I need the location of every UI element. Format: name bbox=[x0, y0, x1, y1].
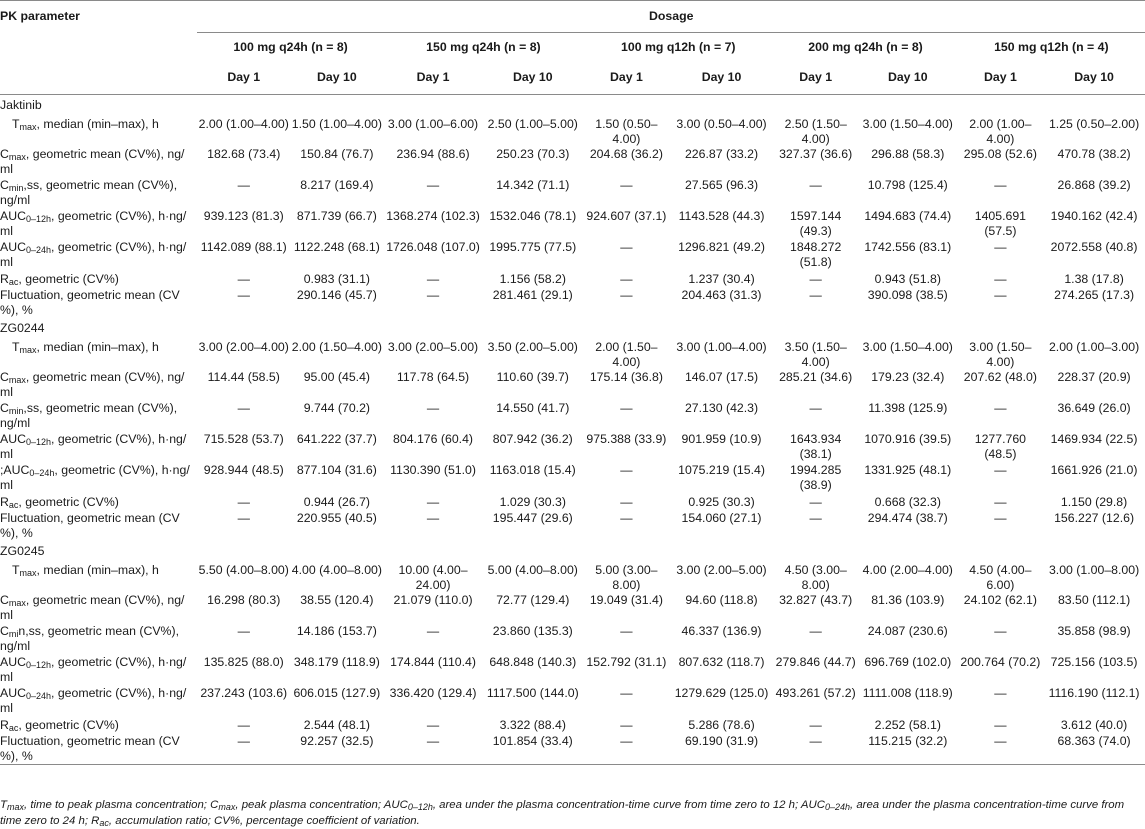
table-cell: 1848.272 (51.8) bbox=[790, 240, 842, 269]
table-cell: 10.00 (4.00–24.00) bbox=[398, 563, 468, 592]
parameter-label: $C_{mi}n,ss$, geometric mean (CV%), ng/ml bbox=[0, 624, 179, 653]
table-cell: — bbox=[994, 495, 1007, 509]
table-row bbox=[0, 431, 1145, 462]
table-cell: — bbox=[994, 463, 1007, 477]
day-header: Day 1 bbox=[197, 67, 290, 95]
table-cell: 1994.285 (38.9) bbox=[790, 463, 842, 492]
table-row bbox=[0, 208, 1145, 239]
pk-parameter-header: PK parameter bbox=[0, 1, 197, 33]
table-cell: 220.955 (40.5) bbox=[296, 511, 377, 525]
table-cell: 2.00 (1.50–4.00) bbox=[291, 340, 382, 354]
table-cell: — bbox=[620, 288, 633, 302]
table-cell: 11.398 (125.9) bbox=[868, 401, 948, 415]
table-row bbox=[0, 400, 1145, 431]
parameter-label: $AUC_{0-12h}$, geometric (CV%), h·ng/ ml bbox=[0, 432, 187, 461]
table-cell: — bbox=[809, 272, 822, 286]
table-cell: 236.94 (88.6) bbox=[396, 147, 470, 161]
table-cell: 3.612 (40.0) bbox=[1060, 718, 1128, 732]
table-cell: 135.825 (88.0) bbox=[203, 655, 284, 669]
table-cell: 83.50 (112.1) bbox=[1057, 593, 1131, 607]
table-cell: 69.190 (31.9) bbox=[670, 733, 774, 765]
table-cell: 1726.048 (107.0) bbox=[386, 240, 480, 254]
dosage-group-header: Dosage bbox=[197, 1, 1145, 33]
table-cell: — bbox=[620, 240, 633, 254]
parameter-label: $T_{max}$, median (min–max), h bbox=[12, 563, 159, 578]
table-cell: 348.179 (118.9) bbox=[293, 655, 380, 669]
dosage-header: 150 mg q12h (n = 4) bbox=[958, 33, 1145, 68]
table-cell: 38.55 (120.4) bbox=[300, 593, 374, 607]
table-cell: — bbox=[809, 178, 822, 192]
table-cell: — bbox=[773, 733, 857, 765]
table-cell: 5.50 (4.00–8.00) bbox=[198, 563, 289, 577]
table-cell: 1163.018 (15.4) bbox=[489, 463, 576, 477]
table-cell: 2.00 (1.00–4.00) bbox=[969, 117, 1032, 146]
table-cell: 114.44 (58.5) bbox=[207, 370, 280, 384]
table-cell: 1469.934 (22.5) bbox=[1050, 432, 1138, 446]
day-header: Day 1 bbox=[773, 67, 857, 95]
table-cell: 10.798 (125.4) bbox=[867, 178, 948, 192]
table-cell: 4.00 (2.00–4.00) bbox=[862, 563, 953, 577]
table-cell: 1494.683 (74.4) bbox=[864, 209, 952, 223]
table-cell: — bbox=[620, 401, 633, 415]
table-cell: — bbox=[620, 511, 633, 525]
table-row bbox=[0, 146, 1145, 177]
table-cell: — bbox=[426, 511, 440, 525]
table-row bbox=[0, 287, 1145, 318]
parameter-label: $AUC_{0-24h}$, geometric (CV%), h·ng/ ml bbox=[0, 686, 187, 715]
table-cell: 928.944 (48.5) bbox=[203, 463, 284, 477]
table-cell: 281.461 (29.1) bbox=[492, 288, 573, 302]
table-cell: — bbox=[237, 511, 250, 525]
table-cell: 1277.760 (48.5) bbox=[974, 432, 1027, 461]
table-cell: 2.544 (48.1) bbox=[303, 718, 371, 732]
table-cell: 72.77 (129.4) bbox=[496, 593, 570, 607]
table-cell: 1070.916 (39.5) bbox=[864, 432, 952, 446]
table-cell: 95.00 (45.4) bbox=[303, 370, 371, 384]
table-cell: 493.261 (57.2) bbox=[775, 686, 856, 700]
table-cell: 146.07 (17.5) bbox=[684, 370, 759, 384]
table-cell: 3.00 (2.00–5.00) bbox=[676, 563, 767, 577]
parameter-label: Fluctuation, geometric mean (CV %), % bbox=[0, 288, 180, 317]
table-cell: 3.00 (1.00–6.00) bbox=[387, 117, 479, 131]
table-cell: — bbox=[620, 686, 633, 700]
table-cell: 152.792 (31.1) bbox=[586, 655, 667, 669]
table-cell: 3.00 (0.50–4.00) bbox=[676, 117, 767, 131]
table-cell: 1.156 (58.2) bbox=[499, 272, 566, 286]
day-header: Day 10 bbox=[1043, 67, 1145, 95]
table-cell: 35.858 (98.9) bbox=[1057, 624, 1131, 638]
table-cell: — bbox=[384, 733, 483, 765]
parameter-label: $AUC_{0-24h}$, geometric (CV%), h·ng/ ml bbox=[0, 240, 187, 269]
dosage-header: 100 mg q12h (n = 7) bbox=[583, 33, 773, 68]
table-cell: 975.388 (33.9) bbox=[586, 432, 667, 446]
section-title: Jaktinib bbox=[0, 98, 42, 112]
table-row bbox=[0, 239, 1145, 270]
footnote-text: $T_{max}$, time to peak plasma concentration; $C_{max}$, peak plasma concentration; $AUC_{0-12h}$, area under the plasma concentration-time curve from time zero to 12 h; $AUC_{0-24h}$, area under the plasma concentration-time curve from time zero to 24 h; $R_{ac}$, accumulation ratio; CV%, percentage coefficient of variation. bbox=[0, 799, 1125, 828]
table-cell: — bbox=[958, 733, 1043, 765]
table-cell: 2.00 (1.00–4.00) bbox=[198, 117, 289, 131]
table-cell: 36.649 (26.0) bbox=[1057, 401, 1131, 415]
day-header: Day 10 bbox=[482, 67, 583, 95]
table-cell: 1940.162 (42.4) bbox=[1050, 209, 1138, 223]
table-cell: 23.860 (135.3) bbox=[492, 624, 573, 638]
table-cell: 336.420 (129.4) bbox=[389, 686, 477, 700]
table-cell: — bbox=[620, 178, 633, 192]
parameter-label: $C_{max}$, geometric mean (CV%), ng/ ml bbox=[0, 370, 185, 399]
table-cell: 390.098 (38.5) bbox=[867, 288, 948, 302]
table-row bbox=[0, 654, 1145, 685]
table-cell: 1597.144 (49.3) bbox=[790, 209, 842, 238]
table-cell: 94.60 (118.8) bbox=[685, 593, 758, 607]
table-cell: 715.528 (53.7) bbox=[203, 432, 284, 446]
table-cell: 2.50 (1.00–5.00) bbox=[487, 117, 578, 131]
parameter-label: $C_{max}$, geometric mean (CV%), ng/ ml bbox=[0, 147, 185, 176]
table-cell: 174.844 (110.4) bbox=[390, 655, 476, 669]
parameter-label: $AUC_{0-12h}$, geometric (CV%), h·ng/ ml bbox=[0, 655, 187, 684]
table-cell: 0.668 (32.3) bbox=[874, 495, 941, 509]
table-cell: 0.943 (51.8) bbox=[874, 272, 941, 286]
table-cell: 877.104 (31.6) bbox=[296, 463, 377, 477]
parameter-label: Fluctuation, geometric mean (CV %), % bbox=[0, 733, 197, 765]
table-cell: 226.87 (33.2) bbox=[684, 147, 759, 161]
table-cell: — bbox=[426, 178, 440, 192]
table-cell: — bbox=[620, 495, 633, 509]
table-cell: 1.029 (30.3) bbox=[499, 495, 566, 509]
table-cell: 179.23 (32.4) bbox=[871, 370, 945, 384]
parameter-label: $R_{ac}$, geometric (CV%) bbox=[0, 272, 119, 287]
table-cell: 16.298 (80.3) bbox=[207, 593, 281, 607]
table-row bbox=[0, 115, 1145, 146]
table-cell: 46.337 (136.9) bbox=[681, 624, 762, 638]
table-cell: 3.00 (1.50–4.00) bbox=[969, 340, 1032, 369]
parameter-label: Fluctuation, geometric mean (CV %), % bbox=[0, 511, 180, 540]
table-row bbox=[0, 493, 1145, 510]
section-row bbox=[0, 95, 1145, 116]
table-cell: — bbox=[237, 178, 250, 192]
table-cell: — bbox=[809, 624, 822, 638]
table-cell: 1117.500 (144.0) bbox=[486, 686, 579, 700]
table-cell: 14.550 (41.7) bbox=[496, 401, 570, 415]
table-row bbox=[0, 177, 1145, 208]
day-header: Day 1 bbox=[384, 67, 483, 95]
table-cell: — bbox=[237, 401, 250, 415]
table-cell: — bbox=[426, 718, 440, 732]
table-cell: 1116.190 (112.1) bbox=[1048, 686, 1140, 700]
table-cell: 804.176 (60.4) bbox=[393, 432, 474, 446]
table-cell: 1995.775 (77.5) bbox=[489, 240, 577, 254]
table-row bbox=[0, 592, 1145, 623]
table-cell: 200.764 (70.2) bbox=[960, 655, 1041, 669]
table-cell: 696.769 (102.0) bbox=[864, 655, 952, 669]
table-cell: — bbox=[426, 272, 440, 286]
table-cell: 207.62 (48.0) bbox=[963, 370, 1037, 384]
table-cell: 5.00 (4.00–8.00) bbox=[487, 563, 578, 577]
table-cell: — bbox=[237, 624, 250, 638]
table-cell: 0.983 (31.1) bbox=[303, 272, 371, 286]
table-cell: 26.868 (39.2) bbox=[1057, 178, 1131, 192]
day-header: Day 10 bbox=[290, 67, 384, 95]
section-title: ZG0245 bbox=[0, 544, 45, 558]
table-cell: — bbox=[197, 733, 290, 765]
table-cell: 3.00 (2.00–5.00) bbox=[387, 340, 479, 354]
section-row bbox=[0, 318, 1145, 338]
table-cell: 2.252 (58.1) bbox=[874, 718, 941, 732]
table-cell: 9.744 (70.2) bbox=[303, 401, 371, 415]
table-row bbox=[0, 561, 1145, 592]
table-row bbox=[0, 270, 1145, 287]
table-cell: — bbox=[426, 624, 440, 638]
table-cell: — bbox=[994, 511, 1007, 525]
table-cell: 4.00 (4.00–8.00) bbox=[291, 563, 382, 577]
table-cell: 32.827 (43.7) bbox=[779, 593, 853, 607]
table-cell: 1279.629 (125.0) bbox=[674, 686, 769, 700]
table-cell: 2072.558 (40.8) bbox=[1050, 240, 1138, 254]
parameter-label: $R_{ac}$, geometric (CV%) bbox=[0, 495, 119, 510]
table-cell: 156.227 (12.6) bbox=[1054, 511, 1135, 525]
table-cell: 24.087 (230.6) bbox=[867, 624, 948, 638]
table-cell: — bbox=[994, 288, 1007, 302]
table-cell: 3.00 (1.50–4.00) bbox=[862, 340, 953, 354]
table-cell: 3.50 (1.50–4.00) bbox=[784, 340, 847, 369]
table-cell: 1742.556 (83.1) bbox=[864, 240, 952, 254]
table-cell: 901.959 (10.9) bbox=[681, 432, 762, 446]
parameter-label: $;AUC_{0-24h}$, geometric (CV%), h·ng/ ml bbox=[0, 463, 190, 492]
table-cell: 237.243 (103.6) bbox=[200, 686, 288, 700]
table-row bbox=[0, 510, 1145, 541]
table-cell: — bbox=[426, 495, 440, 509]
day-header: Day 1 bbox=[958, 67, 1043, 95]
table-cell: 117.78 (64.5) bbox=[396, 370, 470, 384]
table-cell: — bbox=[994, 240, 1007, 254]
table-row bbox=[0, 462, 1145, 493]
table-cell: 1331.925 (48.1) bbox=[864, 463, 952, 477]
table-cell: — bbox=[583, 733, 670, 765]
table-cell: 295.08 (52.6) bbox=[963, 147, 1037, 161]
table-cell: 648.848 (140.3) bbox=[489, 655, 577, 669]
table-cell: 1368.274 (102.3) bbox=[386, 209, 480, 223]
table-cell: 21.079 (110.0) bbox=[393, 593, 473, 607]
table-cell: — bbox=[237, 718, 250, 732]
table-cell: 101.854 (33.4) bbox=[482, 733, 583, 765]
section-row bbox=[0, 541, 1145, 561]
table-cell: 19.049 (31.4) bbox=[589, 593, 663, 607]
table-cell: — bbox=[994, 178, 1007, 192]
table-cell: 1296.821 (49.2) bbox=[678, 240, 765, 254]
table-cell: 27.565 (96.3) bbox=[684, 178, 759, 192]
day-header: Day 10 bbox=[858, 67, 958, 95]
table-cell: 3.00 (2.00–4.00) bbox=[198, 340, 289, 354]
table-cell: 195.447 (29.6) bbox=[492, 511, 573, 525]
table-cell: 5.00 (3.00–8.00) bbox=[595, 563, 658, 592]
parameter-label: $C_{min},ss$, geometric mean (CV%), ng/ml bbox=[0, 178, 178, 207]
table-cell: 92.257 (32.5) bbox=[290, 733, 384, 765]
table-cell: 470.78 (38.2) bbox=[1057, 147, 1131, 161]
table-cell: — bbox=[994, 686, 1007, 700]
table-cell: 1075.219 (15.4) bbox=[678, 463, 765, 477]
day-header-row bbox=[0, 67, 1145, 95]
table-cell: — bbox=[620, 272, 633, 286]
table-cell: 27.130 (42.3) bbox=[684, 401, 759, 415]
parameter-label: $T_{max}$, median (min–max), h bbox=[12, 340, 159, 355]
table-cell: — bbox=[809, 495, 822, 509]
parameter-label: $C_{min},ss$, geometric mean (CV%), ng/ml bbox=[0, 401, 178, 430]
table-cell: 1661.926 (21.0) bbox=[1050, 463, 1138, 477]
table-row bbox=[0, 716, 1145, 733]
parameter-label: $C_{max}$, geometric mean (CV%), ng/ ml bbox=[0, 593, 185, 622]
table-cell: 14.186 (153.7) bbox=[296, 624, 377, 638]
table-cell: 175.14 (36.8) bbox=[589, 370, 663, 384]
dosage-header: 100 mg q24h (n = 8) bbox=[197, 33, 383, 68]
day-header: Day 1 bbox=[583, 67, 670, 95]
dosage-header-row bbox=[0, 33, 1145, 68]
table-cell: 1142.089 (88.1) bbox=[200, 240, 287, 254]
table-cell: — bbox=[426, 401, 440, 415]
table-cell: 606.015 (127.9) bbox=[293, 686, 381, 700]
table-cell: 807.942 (36.2) bbox=[492, 432, 573, 446]
table-cell: 327.37 (36.6) bbox=[779, 147, 853, 161]
table-cell: — bbox=[994, 401, 1007, 415]
table-cell: 1.50 (1.00–4.00) bbox=[291, 117, 382, 131]
table-row bbox=[0, 369, 1145, 400]
table-cell: 0.925 (30.3) bbox=[688, 495, 755, 509]
table-cell: 924.607 (37.1) bbox=[586, 209, 667, 223]
table-cell: 2.00 (1.00–3.00) bbox=[1048, 340, 1140, 354]
table-cell: 939.123 (81.3) bbox=[203, 209, 284, 223]
table-cell: 1405.691 (57.5) bbox=[974, 209, 1027, 238]
table-cell: 725.156 (103.5) bbox=[1050, 655, 1138, 669]
table-cell: 4.50 (4.00–6.00) bbox=[969, 563, 1032, 592]
table-footnote bbox=[0, 797, 1140, 829]
table-cell: — bbox=[994, 272, 1007, 286]
table-cell: 250.23 (70.3) bbox=[496, 147, 570, 161]
table-cell: — bbox=[237, 288, 250, 302]
table-cell: 3.50 (2.00–5.00) bbox=[487, 340, 578, 354]
table-cell: 3.322 (88.4) bbox=[499, 718, 566, 732]
table-cell: 182.68 (73.4) bbox=[207, 147, 281, 161]
table-cell: 14.342 (71.1) bbox=[496, 178, 570, 192]
table-cell: 154.060 (27.1) bbox=[681, 511, 762, 525]
table-cell: — bbox=[809, 511, 822, 525]
table-row bbox=[0, 733, 1145, 765]
table-cell: 1.237 (30.4) bbox=[688, 272, 755, 286]
table-cell: — bbox=[620, 718, 633, 732]
table-cell: — bbox=[620, 463, 633, 477]
table-cell: 5.286 (78.6) bbox=[688, 718, 755, 732]
table-cell: 204.463 (31.3) bbox=[681, 288, 762, 302]
section-title: ZG0244 bbox=[0, 321, 45, 335]
parameter-label: $R_{ac}$, geometric (CV%) bbox=[0, 718, 119, 733]
dosage-header: 200 mg q24h (n = 8) bbox=[773, 33, 957, 68]
table-cell: 641.222 (37.7) bbox=[296, 432, 377, 446]
table-cell: 150.84 (76.7) bbox=[300, 147, 374, 161]
table-cell: 1643.934 (38.1) bbox=[790, 432, 842, 461]
table-cell: 1.38 (17.8) bbox=[1064, 272, 1124, 286]
table-cell: — bbox=[994, 624, 1007, 638]
dosage-header: 150 mg q24h (n = 8) bbox=[384, 33, 583, 68]
table-cell: 294.474 (38.7) bbox=[867, 511, 948, 525]
table-cell: 81.36 (103.9) bbox=[871, 593, 945, 607]
table-cell: 296.88 (58.3) bbox=[871, 147, 945, 161]
table-cell: 1111.008 (118.9) bbox=[862, 686, 953, 700]
table-cell: 2.00 (1.50–4.00) bbox=[595, 340, 658, 369]
table-cell: — bbox=[809, 288, 822, 302]
table-cell: 807.632 (118.7) bbox=[678, 655, 765, 669]
table-cell: 110.60 (39.7) bbox=[496, 370, 569, 384]
table-row bbox=[0, 623, 1145, 654]
table-cell: 3.00 (1.00–4.00) bbox=[676, 340, 767, 354]
table-cell: — bbox=[237, 495, 250, 509]
table-cell: 204.68 (36.2) bbox=[589, 147, 663, 161]
table-cell: 1.25 (0.50–2.00) bbox=[1048, 117, 1140, 131]
table-cell: 68.363 (74.0) bbox=[1043, 733, 1145, 765]
table-row bbox=[0, 685, 1145, 716]
table-cell: 1122.248 (68.1) bbox=[293, 240, 380, 254]
table-cell: 228.37 (20.9) bbox=[1057, 370, 1131, 384]
table-cell: 1.50 (0.50–4.00) bbox=[595, 117, 658, 146]
table-cell: 274.265 (17.3) bbox=[1054, 288, 1135, 302]
table-cell: — bbox=[809, 718, 822, 732]
table-cell: 1532.046 (78.1) bbox=[489, 209, 577, 223]
table-cell: 871.739 (66.7) bbox=[296, 209, 377, 223]
table-cell: 1143.528 (44.3) bbox=[678, 209, 765, 223]
table-cell: 3.00 (1.00–8.00) bbox=[1048, 563, 1140, 577]
table-cell: 1130.390 (51.0) bbox=[390, 463, 476, 477]
parameter-label: $T_{max}$, median (min–max), h bbox=[12, 117, 159, 132]
table-cell: 8.217 (169.4) bbox=[300, 178, 374, 192]
table-cell: — bbox=[994, 718, 1007, 732]
day-header: Day 10 bbox=[670, 67, 774, 95]
table-cell: 0.944 (26.7) bbox=[303, 495, 371, 509]
table-cell: 4.50 (3.00–8.00) bbox=[784, 563, 847, 592]
table-cell: — bbox=[809, 401, 822, 415]
parameter-label: $AUC_{0-12h}$, geometric (CV%), h·ng/ ml bbox=[0, 209, 187, 238]
table-cell: 24.102 (62.1) bbox=[963, 593, 1037, 607]
table-cell: — bbox=[426, 288, 440, 302]
table-cell: 2.50 (1.50–4.00) bbox=[784, 117, 847, 146]
table-cell: 285.21 (34.6) bbox=[779, 370, 853, 384]
table-cell: 1.150 (29.8) bbox=[1060, 495, 1128, 509]
table-cell: — bbox=[237, 272, 250, 286]
table-cell: — bbox=[620, 624, 633, 638]
table-cell: 3.00 (1.50–4.00) bbox=[862, 117, 953, 131]
table-cell: 290.146 (45.7) bbox=[296, 288, 377, 302]
table-cell: 279.846 (44.7) bbox=[775, 655, 856, 669]
table-row bbox=[0, 338, 1145, 369]
table-cell: 115.215 (32.2) bbox=[858, 733, 958, 765]
